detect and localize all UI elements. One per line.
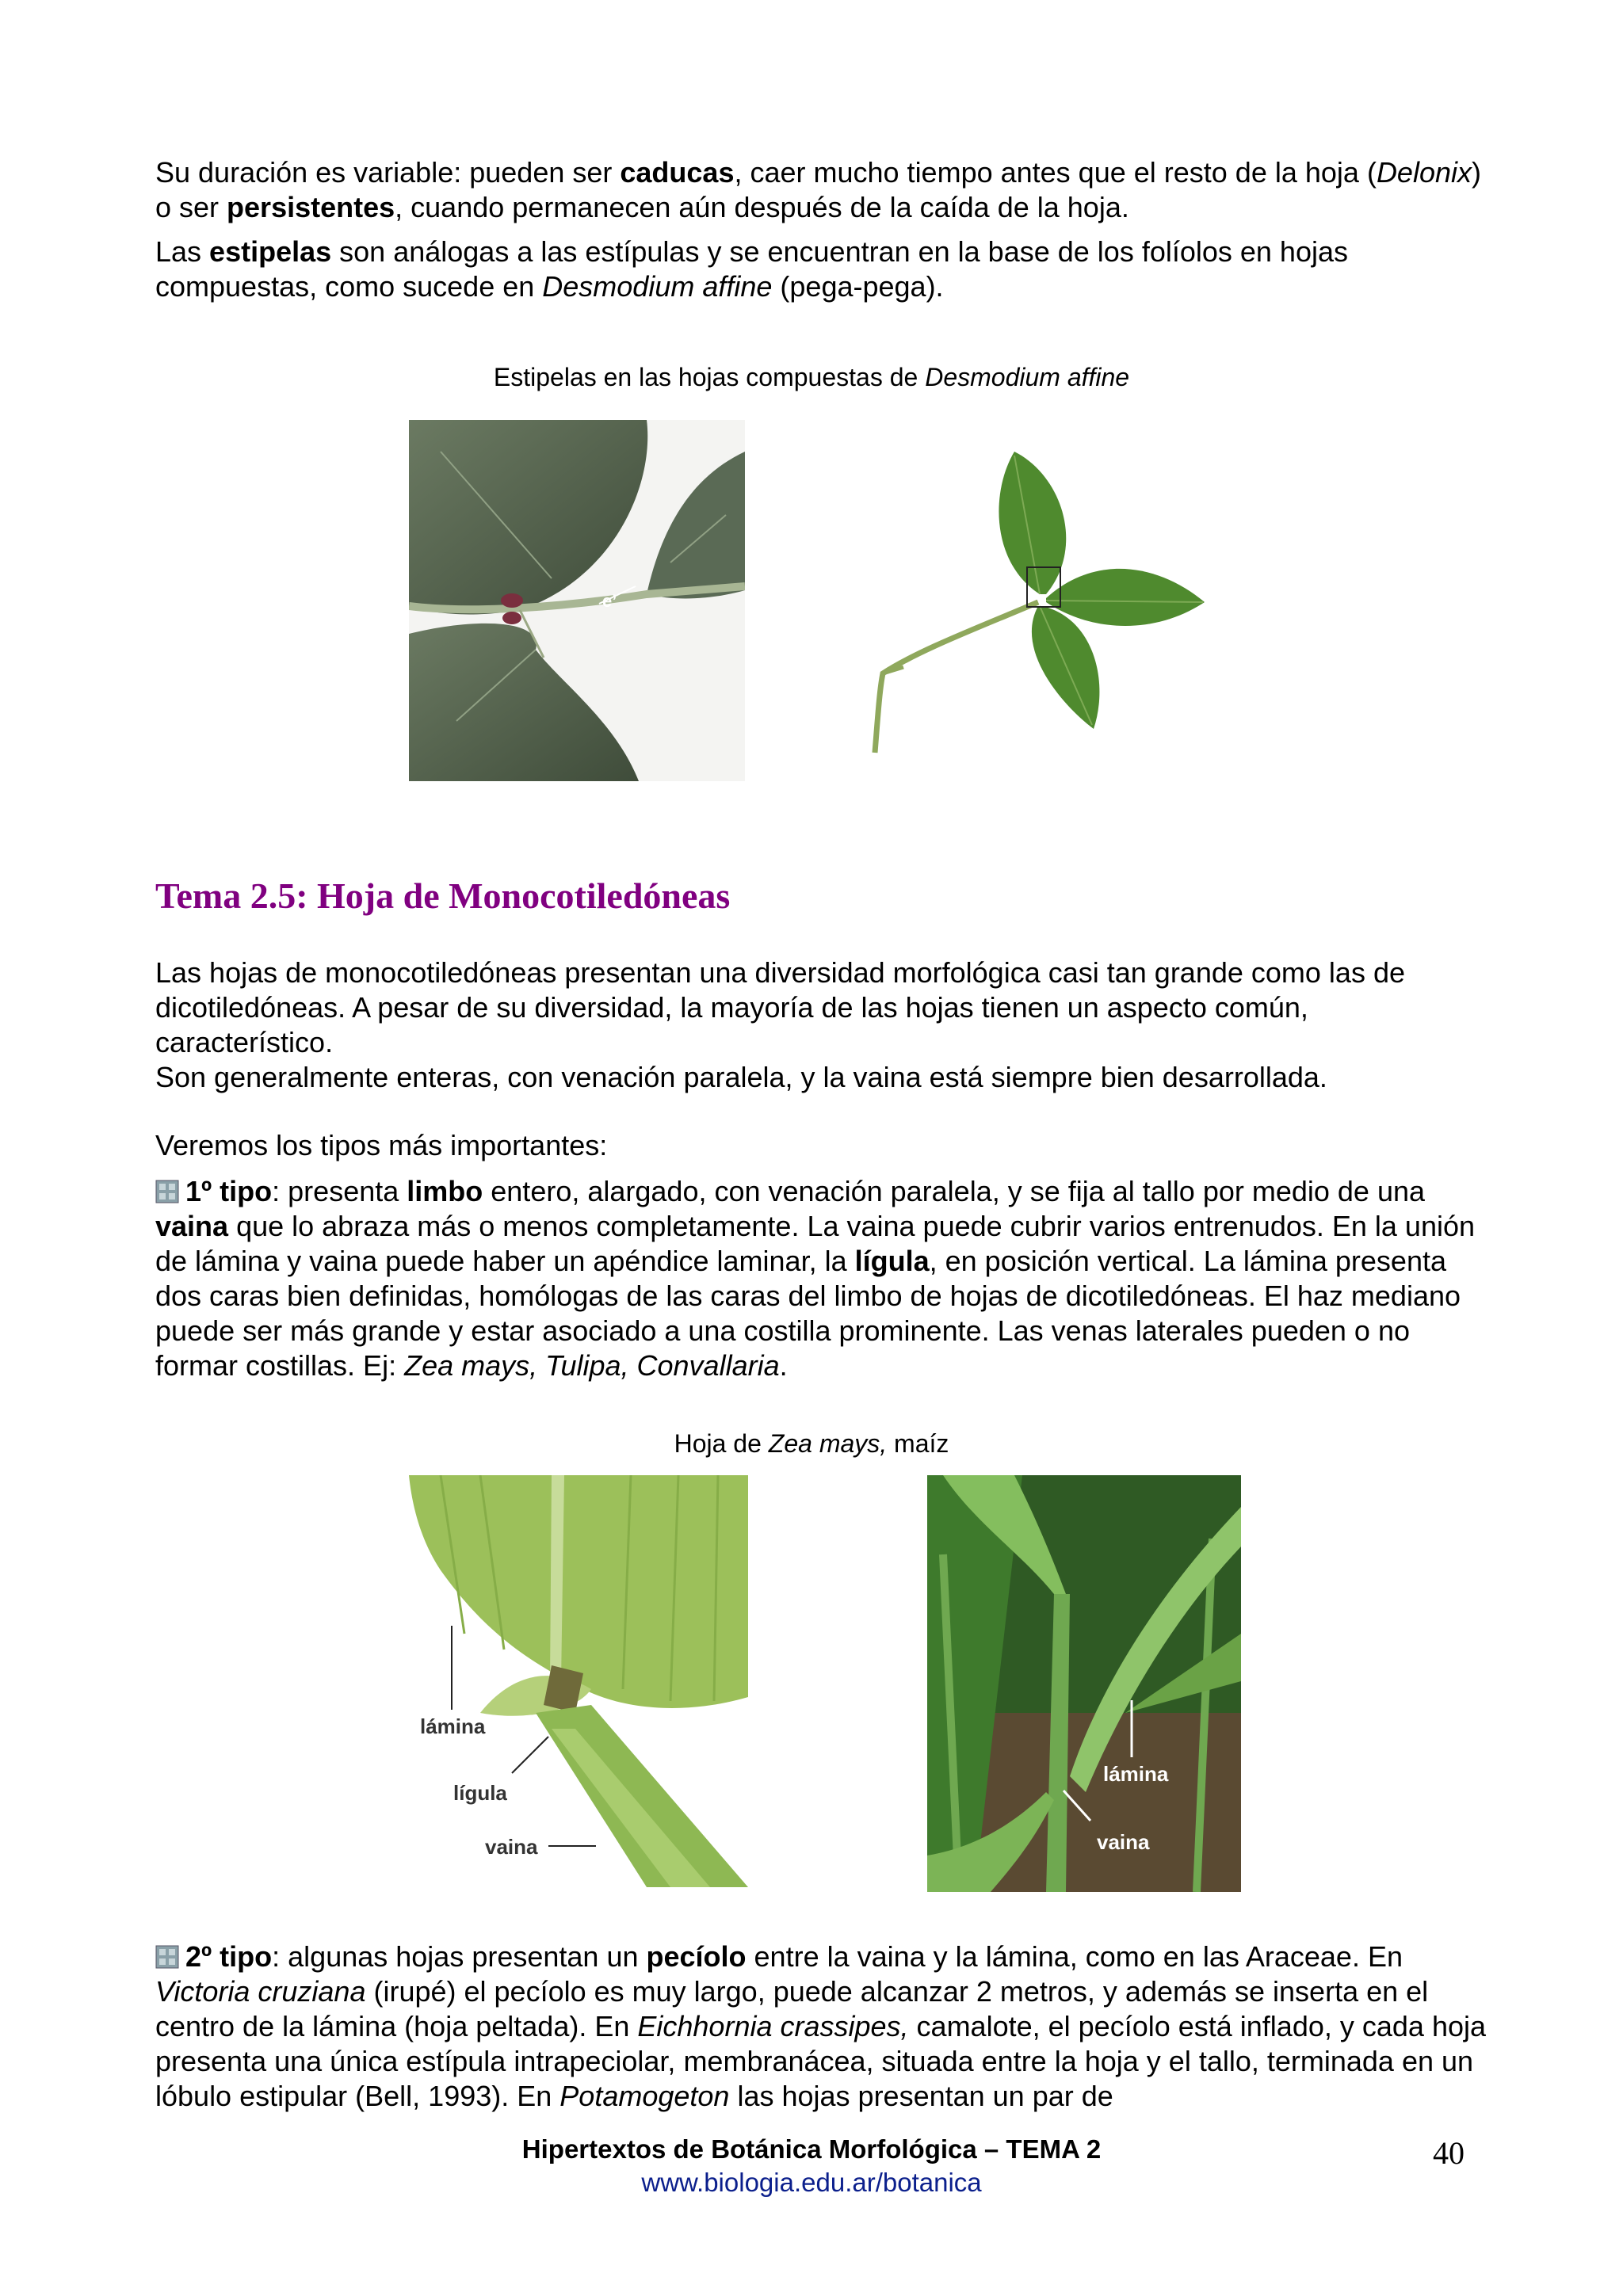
italic-term: Eichhornia crassipes, [637,2010,909,2042]
figure-desmodium-leaf [856,444,1220,761]
figure-caption-desmodium [0,361,1623,393]
text: : presenta [272,1175,407,1207]
text: Su duración es variable: pueden ser [155,156,621,189]
page-number: 40 [1433,2135,1465,2171]
italic-term: Desmodium affine [542,270,773,303]
bold-term: caducas [620,156,735,189]
desmodium-leaf-image [856,444,1220,761]
text: Estipelas en las hojas compuestas de [493,363,926,391]
footer-link[interactable]: www.biologia.edu.ar/botanica [641,2168,982,2197]
text: , caer mucho tiempo antes que el resto de la hoja ( [734,156,1377,189]
bold-term: vaina [155,1210,229,1242]
italic-term: Delonix [1376,156,1472,189]
text: : algunas hojas presentan un [272,1940,647,1973]
bold-term: 1º tipo [185,1175,273,1207]
text: ) o ser [155,156,1481,223]
label-ligula: lígula [453,1781,507,1805]
bold-term: pecíolo [646,1940,747,1973]
section-heading: Tema 2.5: Hoja de Monocotiledóneas [155,875,731,916]
text: Hoja de [674,1429,769,1458]
italic-term: Zea mays, [768,1429,888,1458]
paragraph-tipo-1 [155,1174,1487,1383]
label-vaina: vaina [485,1835,538,1859]
desmodium-closeup-image [409,420,745,781]
paragraph-monocot-intro: Las hojas de monocotiledóneas presentan una diversidad morfológica casi tan grande como las de dicotiledóneas. A pesar de su diversidad, la mayoría de las hojas tienen un aspecto común, característico. [155,956,1405,1058]
paragraph-tipo-2 [155,1939,1487,2114]
paragraph-duracion [155,155,1487,225]
paragraph-estipelas [155,235,1487,304]
text: (pega-pega). [772,270,944,303]
text: . [779,1349,788,1382]
text: , en posición vertical. La lámina presenta dos caras bien definidas, homólogas de las caras del limbo de hojas de dicotiledóneas. El haz mediano puede ser más grande y estar asociado a una costilla prominente. Las venas laterales pueden o no formar costillas. Ej: [155,1245,1461,1382]
figure-zea-mays-field [927,1475,1241,1892]
text: que lo abraza más o menos completamente. La vaina puede cubrir varios entrenudos. En la unión de lámina y vaina puede haber un apéndice laminar, la [155,1210,1476,1277]
label-lamina: lámina [420,1714,486,1738]
bold-term: persistentes [227,191,395,223]
paragraph-monocot-venation: Son generalmente enteras, con venación paralela, y la vaina está siempre bien desarrollada. [155,1061,1327,1093]
bullet-icon [155,1177,179,1200]
text: entero, alargado, con venación paralela, y se fija al tallo por medio de una [483,1175,1426,1207]
text: camalote, el pecíolo está inflado, y cada hoja presenta una única estípula intrapeciolar, membranácea, situada entre la hoja y el tallo, terminada en un lóbulo estipular (Bell, 1993). En [155,2010,1487,2112]
figure-desmodium-closeup [409,420,745,781]
bold-term: 2º tipo [185,1940,273,1973]
zea-field-image [927,1475,1241,1892]
label-vaina-field: vaina [1097,1830,1150,1854]
text: , cuando permanecen aún después de la caída de la hoja. [395,191,1129,223]
footer-title: Hipertextos de Botánica Morfológica – TEMA 2 [521,2134,1102,2164]
italic-term: Zea mays, Tulipa, Convallaria [404,1349,780,1382]
text: (irupé) el pecíolo es muy largo, puede alcanzar 2 metros, y además se inserta en el centro de la lámina (hoja peltada). En [155,1975,1429,2042]
text: las hojas presentan un par de [729,2080,1113,2112]
italic-term: Potamogeton [559,2080,730,2112]
zea-closeup-image [393,1475,748,1887]
bullet-icon [155,1942,179,1966]
figure-zea-mays-closeup [393,1475,748,1887]
text: Las [155,235,210,268]
bold-term: lígula [854,1245,930,1277]
italic-term: Victoria cruziana [155,1975,366,2008]
text: maíz [887,1429,949,1458]
figure-caption-zea-mays [0,1428,1623,1459]
bold-term: limbo [407,1175,483,1207]
bold-term: estipelas [209,235,332,268]
text: son análogas a las estípulas y se encuentran en la base de los folíolos en hojas compuestas, como sucede en [155,235,1348,303]
italic-term: Desmodium affine [925,363,1130,391]
text: entre la vaina y la lámina, como en las Araceae. En [746,1940,1403,1973]
label-e: e’ [602,591,617,611]
paragraph-tipos: Veremos los tipos más importantes: [155,1129,608,1161]
label-lamina-field: lámina [1103,1762,1169,1786]
